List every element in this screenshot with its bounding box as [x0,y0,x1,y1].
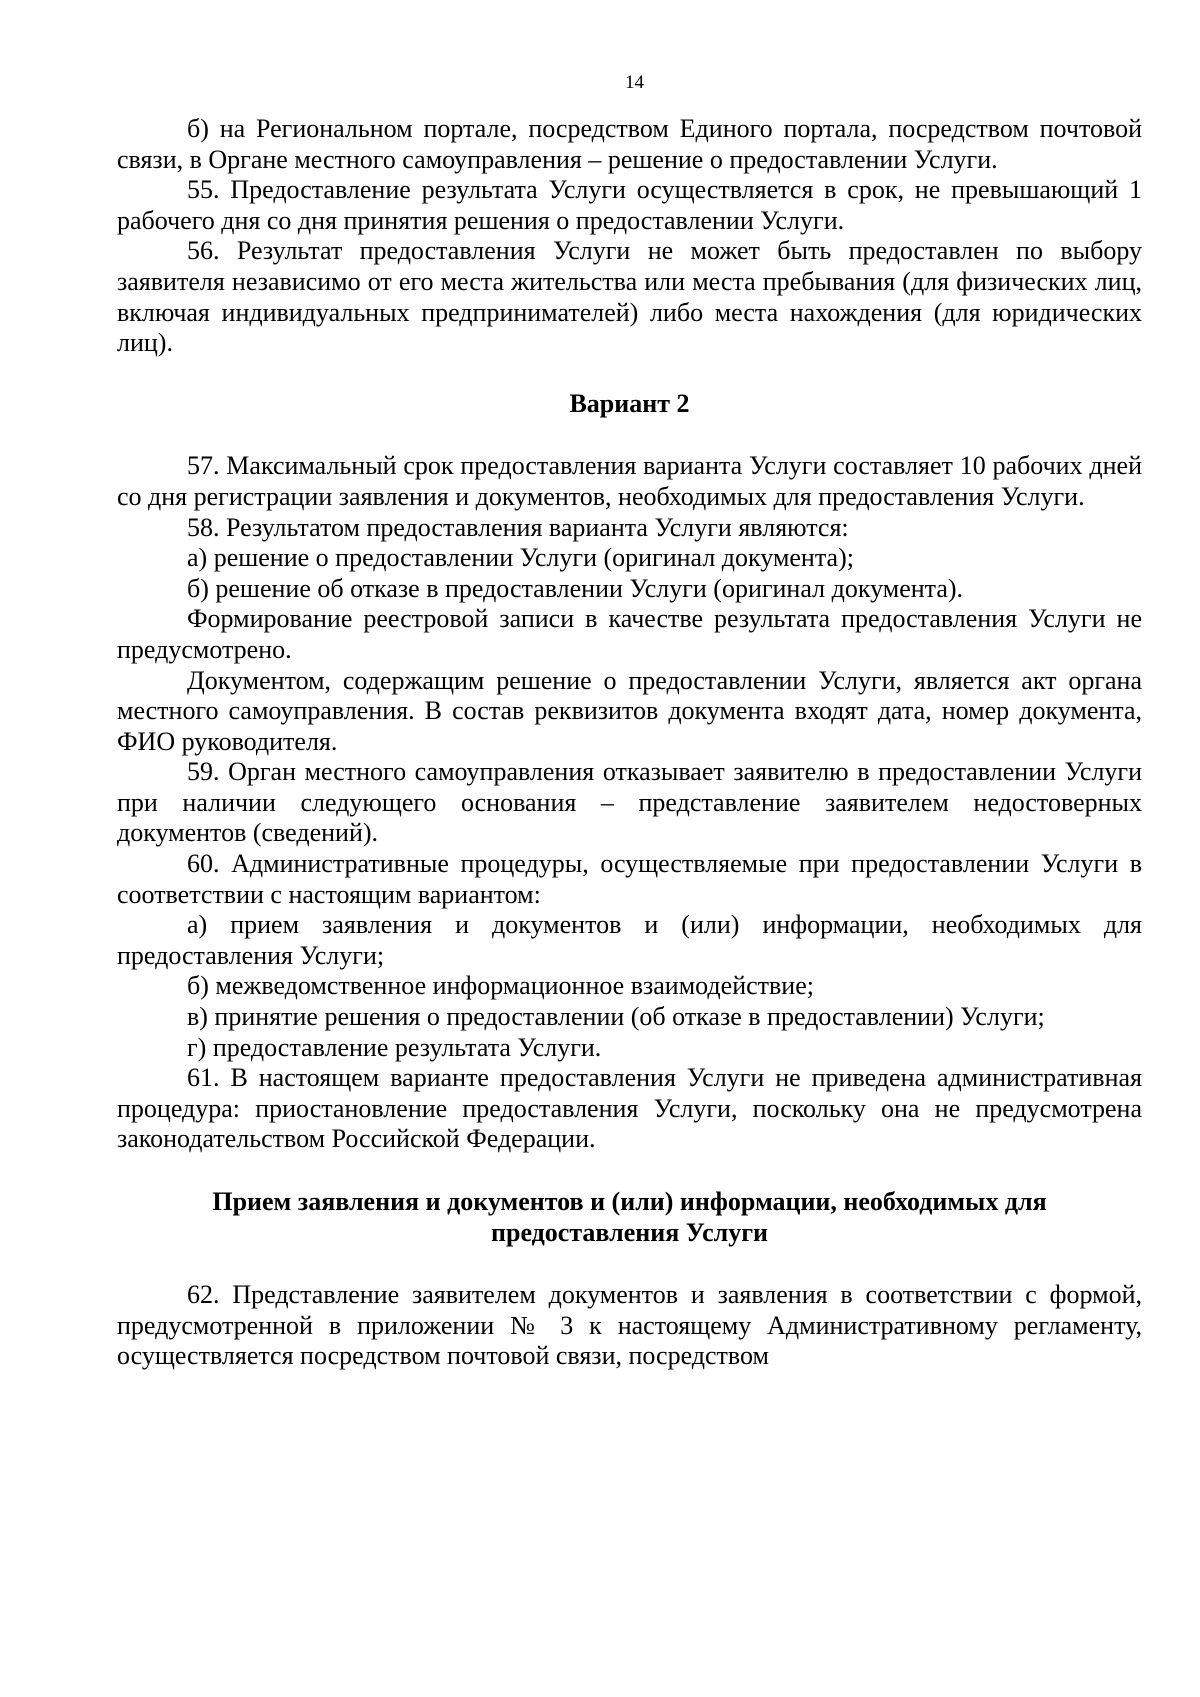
variant-heading: Вариант 2 [569,388,690,418]
paragraph-61: 61. В настоящем варианте предоставления Услуги не приведена административная процедура: приостановление предоставления Услуги, поскольку она не предусмотрена законодательством Российской Федерации. [117,1063,1142,1154]
list-item-58a: а) решение о предоставлении Услуги (оригинал документа); [187,543,854,573]
section-heading-line-2: предоставления Услуги [491,1217,768,1247]
paragraph-57: 57. Максимальный срок предоставления варианта Услуги составляет 10 рабочих дней со дня регистрации заявления и документов, необходимых для предоставления Услуги. [117,451,1142,511]
list-item-60v: в) принятие решения о предоставлении (об отказе в предоставлении) Услуги; [187,1002,1045,1032]
paragraph-60: 60. Административные процедуры, осуществляемые при предоставлении Услуги в соответствии с настоящим вариантом: [117,849,1142,909]
list-item-60b: б) межведомственное информационное взаимодействие; [187,971,814,1001]
list-item-60g: г) предоставление результата Услуги. [187,1032,602,1062]
paragraph-58: 58. Результатом предоставления варианта Услуги являются: [187,512,849,542]
paragraph-registry-record: Формирование реестровой записи в качестве результата предоставления Услуги не предусмотрено. [117,604,1142,664]
paragraph-b-result-delivery: б) на Региональном портале, посредством Единого портала, посредством почтовой связи, в Органе местного самоуправления – решение о предоставлении Услуги. [117,114,1142,174]
paragraph-decision-document: Документом, содержащим решение о предоставлении Услуги, является акт органа местного самоуправления. В состав реквизитов документа входят дата, номер документа, ФИО руководителя. [117,665,1142,756]
list-item-58b: б) решение об отказе в предоставлении Услуги (оригинал документа). [187,573,964,603]
paragraph-59: 59. Орган местного самоуправления отказывает заявителю в предоставлении Услуги при наличии следующего основания – представление заявителем недостоверных документов (сведений). [117,757,1142,848]
page-number: 14 [625,72,644,93]
section-heading [117,1187,1142,1248]
list-item-60a: а) прием заявления и документов и (или) информации, необходимых для предоставления Услуги; [117,910,1142,970]
paragraph-56: 56. Результат предоставления Услуги не может быть предоставлен по выбору заявителя независимо от его места жительства или места пребывания (для физических лиц, включая индивидуальных предпринимателей) либо места нахождения (для юридических лиц). [117,236,1142,358]
section-heading-line-1: Прием заявления и документов и (или) информации, необходимых для [212,1187,1047,1216]
paragraph-55: 55. Предоставление результата Услуги осуществляется в срок, не превышающий 1 рабочего дня со дня принятия решения о предоставлении Услуги. [117,175,1142,235]
paragraph-62: 62. Представление заявителем документов и заявления в соответствии с формой, предусмотренной в приложении № 3 к настоящему Административному регламенту, осуществляется посредством почтовой связи, посредством [117,1280,1142,1371]
